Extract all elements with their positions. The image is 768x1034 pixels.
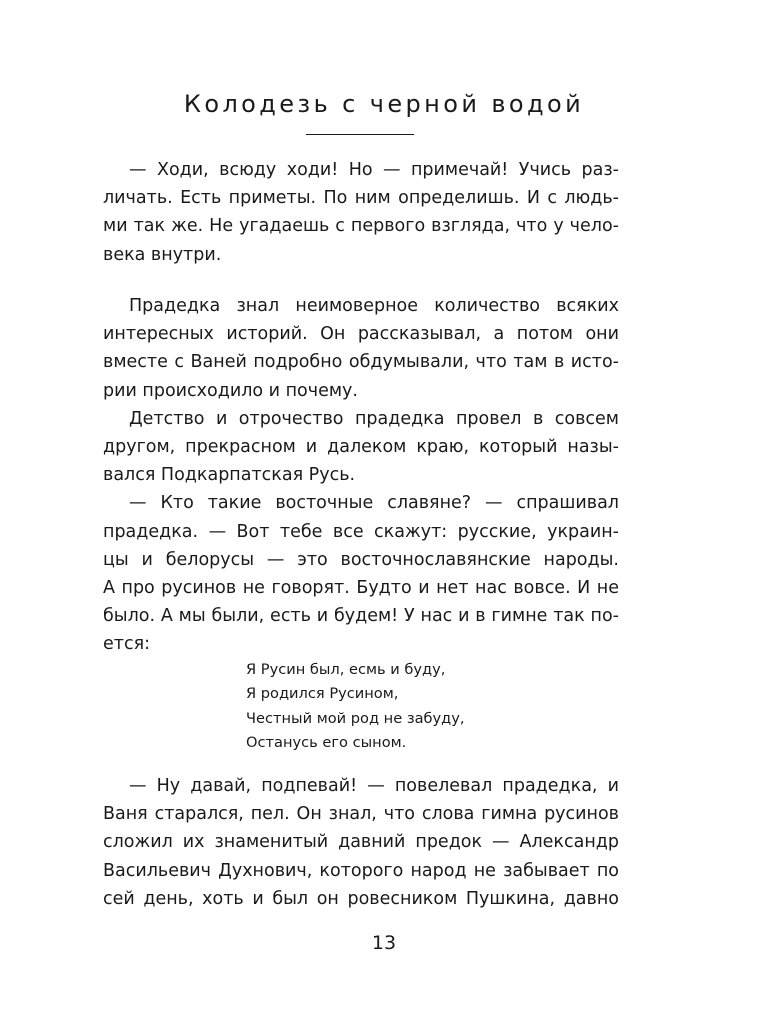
text-line: Ваня старался, пел. Он знал, что слова гимна русинов <box>103 804 619 825</box>
text-line: было. А мы были, есть и будем! У нас и в гимне так по- <box>103 606 619 627</box>
paragraph-4 <box>103 489 619 658</box>
page-number: 13 <box>371 932 397 954</box>
text-line: ми так же. Не угадаешь с первого взгляда, что у чело- <box>103 216 619 237</box>
text-line: рии происходило и почему. <box>103 380 358 401</box>
text-line: — Кто такие восточные славяне? — спрашивал <box>129 493 619 514</box>
paragraph-2 <box>103 292 619 405</box>
text-line: вался Подкарпатская Русь. <box>103 465 356 486</box>
paragraph-5 <box>103 772 619 913</box>
text-line: А про русинов не говорят. Будто и нет нас вовсе. И не <box>103 577 619 598</box>
paragraph-3 <box>103 405 619 490</box>
anthem-verse <box>246 658 465 756</box>
text-line: сей день, хоть и был он ровесником Пушкина, давно <box>103 888 619 909</box>
paragraph-1 <box>103 156 619 269</box>
title-underline <box>306 134 414 135</box>
verse-line: Останусь его сыном. <box>246 734 407 752</box>
text-line: Прадедка знал неимоверное количество всяких <box>129 296 619 316</box>
text-line: личать. Есть приметы. По ним определишь. И с людь- <box>103 188 619 209</box>
page-title: Колодезь с черной водой <box>183 90 585 118</box>
text-line: века внутри. <box>103 244 222 265</box>
text-line: Детство и отрочество прадедка провел в совсем <box>129 408 619 429</box>
text-line: сложил их знаменитый давний предок — Александр <box>103 832 619 853</box>
verse-line: Я родился Русином, <box>246 685 399 703</box>
text-line: — Ходи, всюду ходи! Но — примечай! Учись раз- <box>129 160 619 180</box>
text-line: Васильевич Духнович, которого народ не забывает по <box>103 860 619 881</box>
text-line: — Ну давай, подпевай! — повелевал прадедка, и <box>129 776 619 796</box>
text-line: вместе с Ваней подробно обдумывали, что там в исто- <box>103 352 619 373</box>
verse-line: Я Русин был, есмь и буду, <box>246 661 446 678</box>
text-line: цы и белорусы — это восточнославянские народы. <box>103 549 619 570</box>
text-line: другом, прекрасном и далеком краю, который назы- <box>103 436 619 457</box>
text-line: ется: <box>103 634 151 655</box>
text-line: прадедка. — Вот тебе все скажут: русские, украин- <box>103 521 619 542</box>
text-line: интересных историй. Он рассказывал, а потом они <box>103 324 619 345</box>
verse-line: Честный мой род не забуду, <box>246 709 465 727</box>
